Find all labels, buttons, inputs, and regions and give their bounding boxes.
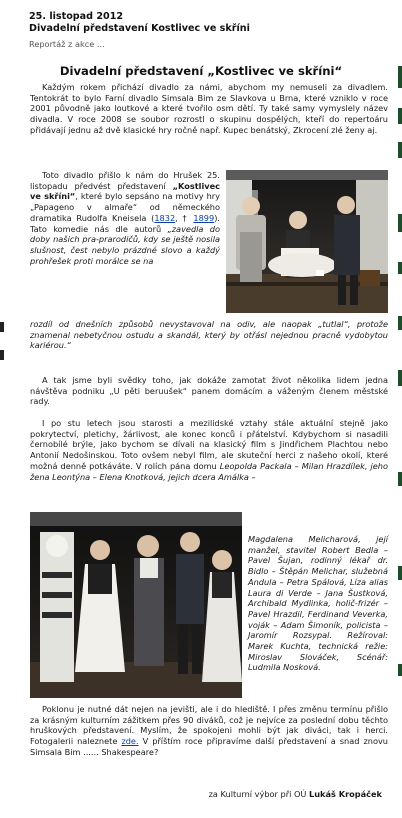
relationships-text: I po stu letech jsou starosti a mezilidské vztahy stále aktuální stejně jako pokrytectví, pletichy, žárlivost, ale konec konců i přátelství. Kdybychom si nasadili černobílé brýle, jako bychom se dívali na klasický film s Jindřichem Plachtou nebo Antonií Nedošinskou. Toto ovšem nebyl film, ale skuteční herci z našeho okolí, které možná denně potkáváte. V rolích pána domu (30, 418, 388, 471)
paragraph-visit: A tak jsme byli svědky toho, jak dokáže zamotat život několika lidem jedna návštěva podniku „U pěti beruušek“ panem domácím a váženým členem městské rady. (30, 375, 388, 407)
paragraph-quote-continued (30, 319, 388, 351)
right-edge-mark (398, 566, 402, 580)
show-title: „Kostlivec ve skříni“ (30, 180, 220, 202)
right-edge-mark (398, 108, 402, 124)
paragraph-intro: Každým rokem přichází divadlo za námi, abychom my nemuseli za divadlem. Tentokrát to bylo Farní divadlo Simsala Bim ze Slavkova u Brna, které vzniklo v roce 2001 původně jako loutkové a které tvořilo osm dětí. Ty také samy vymyslely název divadla. V roce 2008 se soubor rozrostl o skupinu dospělých, kteří do repertoáru přidávají jednu až dvě klasické hry ročně např. Kupec benátský, Zkrocení zlé ženy aj. (30, 82, 388, 135)
signature-prefix: za Kulturní výbor při OÚ (208, 789, 310, 799)
left-edge (0, 0, 4, 818)
paragraph-relationships (30, 418, 388, 482)
right-edge-mark (398, 316, 402, 330)
next-year-text: V příštím roce připravíme další představení a snad znovu Simsala Bim ...... Shakespeare? (30, 736, 388, 757)
show-intro-text: Toto divadlo přišlo k nám do Hrušek 25. listopadu předvést představení (30, 170, 220, 191)
signature-name: Lukáš Kropáček (309, 789, 382, 799)
show-origin-text: , které bylo sepsáno na motivy hry „Papageno v almaře“ od německého dramatika Rudolfa Kneisela ( (30, 191, 220, 223)
signature (209, 789, 382, 800)
paragraph-show-intro (30, 170, 220, 266)
gallery-link[interactable]: zde. (121, 736, 139, 747)
article-headline[interactable]: Divadelní představení Kostlivec ve skříni (29, 23, 250, 34)
stage-photo-2 (30, 512, 242, 698)
stage-photo-2-image (30, 512, 242, 698)
dagger-text: , † (175, 212, 194, 223)
article-title: Divadelní představení „Kostlivec ve skříni“ (59, 64, 343, 78)
cast-list-part1: Leopolda Packala – Milan Hrazdílek, jeho žena Leontýna – Elena Knotková, jejich dcera Amálka – (30, 460, 388, 482)
year-1899-link[interactable]: 1899 (193, 212, 215, 223)
authors-text: ). Tato komedie nás dle autorů (30, 212, 221, 234)
paragraph-audience (30, 704, 388, 758)
article-date: 25. listopad 2012 (29, 11, 124, 22)
stage-photo-1-image (226, 170, 388, 313)
section-label: Reportáž z akce ... (29, 39, 105, 49)
right-edge-mark (398, 370, 402, 386)
paragraph-cast-continued (248, 534, 388, 673)
year-1832-link[interactable]: 1832 (154, 212, 176, 223)
stage-photo-1 (226, 170, 388, 313)
audience-text: Poklonu je nutné dát nejen na jevišti, ale i do hlediště. I přes změnu termínu přišlo za krásným kulturním zážitkem přes 90 diváků, což je nejvíce za poslední dobu těchto hruškových představení. Myslím, že spokojeni mohli být jak diváci, tak i herci. Fotogalerii naleznete (30, 704, 388, 747)
cast-list-part2: Magdalena Melicharová, její manžel, stavitel Robert Bedla – Pavel Šujan, rodinný lékař dr. Bidlo – Štěpán Melichar, služebná Andula – Petra Spálová, Líza alias Laura di Verde – Jana Šustková, Archibald Mydlinka, holič-frizér – Pavel Hrazdil, Ferdinand Veverka, voják – Adam Šimoník, policista – Jaromír Rozsypal. Režíroval: Marek Kuchta, technická režie: Miroslav Slováček, Scénář: Ludmila Nosková. (248, 534, 388, 673)
right-edge-mark (398, 664, 402, 676)
authors-quote-part1: „zavedla do doby našich pra-prarodičů, kdy se ještě nosila slušnost, čest nebylo prázdné slovo a každý prohřešek proti morálce se na (30, 223, 220, 266)
left-edge-marks (0, 322, 5, 394)
authors-quote-part2: rozdíl od dnešních způsobů nevystavoval na odiv, ale naopak „tutlal“, protože znamenal nebetyčnou ostudu a skandál, který by otřásl nejednou pracně vydobytou kariérou.“ (30, 319, 388, 351)
right-edge-mark (398, 142, 402, 158)
right-edge (396, 0, 402, 818)
right-edge-mark (398, 262, 402, 274)
right-edge-mark (398, 472, 402, 486)
right-edge-mark (398, 214, 402, 232)
